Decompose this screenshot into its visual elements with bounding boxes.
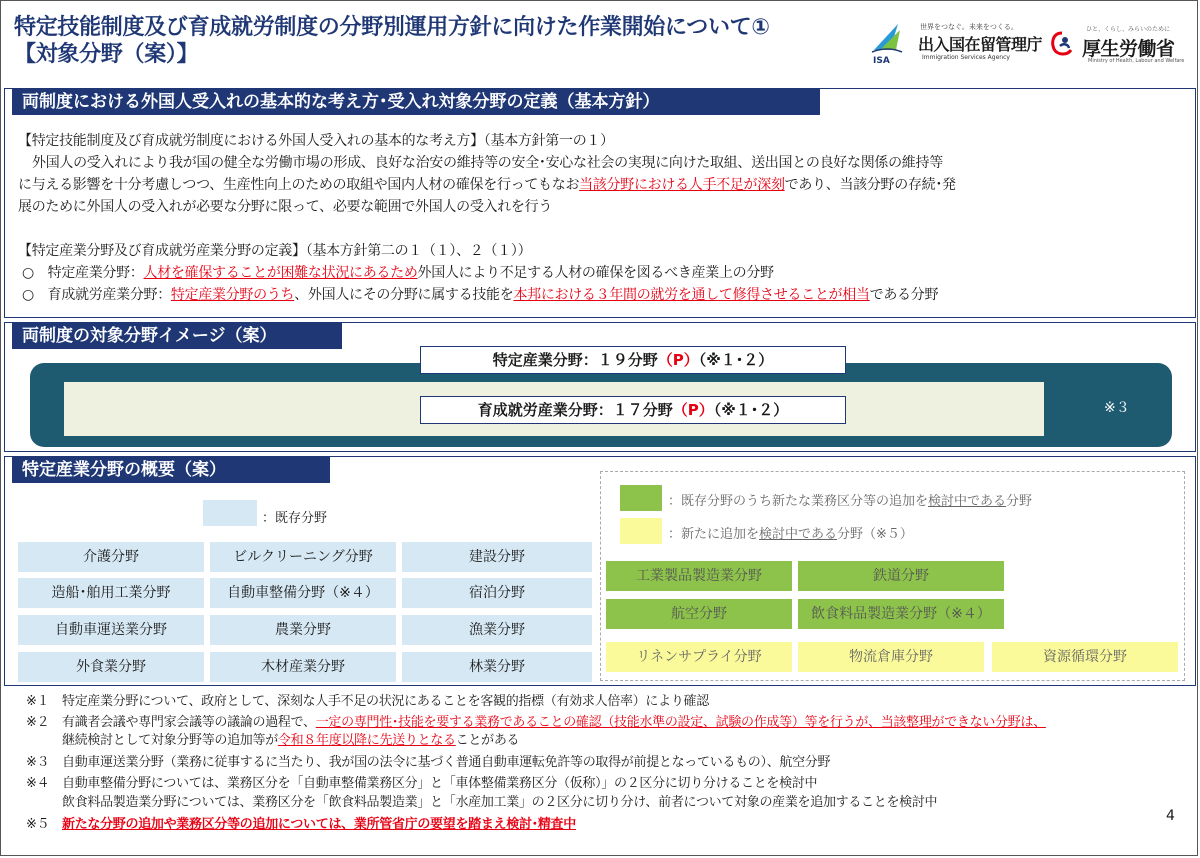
specified-industry-rest: 外国人により不足する人材の確保を図るべき産業上の分野 <box>417 265 774 281</box>
isa-logo <box>870 18 1043 68</box>
footnote-1: ※１ 特定産業分野について、政府として、深刻な人手不足の状況にあることを客観的指標（有効求人倍率）により確認 <box>26 694 709 709</box>
page-title <box>14 14 854 68</box>
field-image-heading: 両制度の対象分野イメージ（案） <box>12 323 342 349</box>
green-legend-swatch <box>620 485 662 511</box>
footnote-4-cont: 飲食料品製造業分野については、業務区分を「飲食料品製造業」と「水産加工業」の２区分に切り分け、前者について対象の産業を追加することを検討中 <box>62 795 938 810</box>
footnote-5 <box>26 816 576 834</box>
training-count-text: 育成就労産業分野：１７分野 <box>477 401 673 419</box>
field-cell-green: 航空分野 <box>606 599 792 629</box>
overview-heading: 特定産業分野の概要（案） <box>12 457 330 483</box>
field-cell-yellow: 物流倉庫分野 <box>798 642 984 672</box>
specified-industry-label: ○ 特定産業分野： <box>22 265 144 281</box>
field-cell-existing: ビルクリーニング分野 <box>210 542 396 572</box>
green-legend-text <box>668 490 1032 509</box>
specified-count-note: （※１･２） <box>698 351 774 369</box>
field-cell-existing: 林業分野 <box>402 652 592 682</box>
field-cell-existing: 造船･舶用工業分野 <box>18 578 204 608</box>
footnote-2 <box>26 714 1046 732</box>
basic-idea-title: 【特定技能制度及び育成就労制度における外国人受入れの基本的な考え方】（基本方針第一の１） <box>18 133 614 149</box>
field-cell-yellow: リネンサプライ分野 <box>606 642 792 672</box>
mhlw-name: 厚生労働省 <box>1082 38 1175 60</box>
mhlw-mark-icon <box>1048 30 1076 58</box>
yellow-legend-u: 検討中である <box>759 527 838 542</box>
footnote-3: ※３ 自動車運送業分野（業務に従事するに当たり、我が国の法令に基づく普通自動車運転免許等の取得が前提となっているもの）、航空分野 <box>26 755 831 770</box>
green-legend-u: 検討中である <box>928 494 1007 509</box>
specified-industry-count-label <box>420 346 846 374</box>
isa-english-name: Immigration Services Agency <box>922 54 1010 61</box>
footnote-2-cont <box>62 732 519 750</box>
field-cell-green: 工業製品製造業分野 <box>606 561 792 591</box>
field-cell-existing: 介護分野 <box>18 542 204 572</box>
basic-idea-line-2-a: に与える影響を十分考慮しつつ、生産性向上のための取組や国内人材の確保を行ってもなお <box>18 177 580 193</box>
footnote-2-e: ことがある <box>455 733 520 748</box>
green-legend-a: ：既存分野のうち新たな業務区分等の追加を <box>668 494 929 509</box>
isa-name: 出入国在留管理庁 <box>918 35 1043 54</box>
mhlw-logo <box>1048 18 1188 68</box>
specified-industry-highlight: 人材を確保することが困難な状況にあるため <box>143 265 418 281</box>
footnote-5-highlight: 新たな分野の追加や業務区分等の追加については、業所管省庁の要望を踏まえ検討･精査中 <box>62 817 576 832</box>
training-count-note: （※１･２） <box>713 401 789 419</box>
field-cell-existing: 外食業分野 <box>18 652 204 682</box>
basic-idea-line-3: 展のために外国人の受入れが必要な分野に限って、必要な範囲で外国人の受入れを行う <box>18 199 553 215</box>
title-line-2: 【対象分野（案）】 <box>14 42 199 67</box>
training-industry-highlight-1: 特定産業分野のうち <box>170 287 295 303</box>
yellow-legend-text <box>668 523 913 542</box>
definition-training-industry <box>22 284 938 306</box>
field-cell-existing: 農業分野 <box>210 615 396 645</box>
basic-idea-line-1: 外国人の受入れにより我が国の健全な労働市場の形成、良好な治安の維持等の安全･安心な社会の実現に向けた取組、送出国との良好な関係の維持等 <box>32 155 943 171</box>
field-cell-existing: 木材産業分野 <box>210 652 396 682</box>
specified-count-p: （P） <box>657 351 699 369</box>
field-cell-existing: 建設分野 <box>402 542 592 572</box>
footnote-2-highlight: 一定の専門性･技能を要する業務であることの確認（技能水準の設定、試験の作成等）等を行うが、当該整理ができない分野は、 <box>315 715 1046 730</box>
training-industry-count-label <box>420 396 846 424</box>
training-industry-label: ○ 育成就労産業分野： <box>22 287 171 303</box>
definition-specified-industry <box>22 262 774 284</box>
training-count-p: （P） <box>672 401 714 419</box>
footnote-4: ※４ 自動車整備分野については、業務区分を「自動車整備業務区分」と「車体整備業務区分（仮称）」の２区分に切り分けることを検討中 <box>26 776 818 791</box>
yellow-legend-swatch <box>620 518 662 544</box>
footnote-2-a: ※２ 有識者会議や専門家会議等の議論の過程で、 <box>26 715 316 730</box>
note-3-marker: ※３ <box>1104 400 1130 416</box>
labor-shortage-highlight: 当該分野における人手不足が深刻 <box>579 177 785 193</box>
mhlw-english-name: Ministry of Health, Labour and Welfare <box>1088 58 1185 64</box>
footnote-2-c: 継続検討として対象分野等の追加等が <box>62 733 278 748</box>
basic-idea-line-2-c: であり、当該分野の存続･発 <box>784 177 956 193</box>
footnote-2-highlight-2: 令和８年度以降に先送りとなる <box>277 733 456 748</box>
existing-field-swatch <box>203 500 257 526</box>
green-legend-end: 分野 <box>1006 494 1033 509</box>
isa-slogan: 世界をつなぐ。未来をつくる。 <box>920 23 1018 31</box>
field-cell-existing: 宿泊分野 <box>402 578 592 608</box>
footnote-5-a: ※５ <box>26 817 62 832</box>
field-cell-existing: 自動車整備分野（※４） <box>210 578 396 608</box>
mhlw-slogan: ひと、くらし、みらいのために <box>1086 26 1171 33</box>
training-industry-highlight-2: 本邦における３年間の就労を通して修得させることが相当 <box>513 287 870 303</box>
existing-field-legend: ：既存分野 <box>262 511 328 526</box>
field-cell-green: 飲食料品製造業分野（※４） <box>798 599 1004 629</box>
isa-mark-icon <box>870 20 904 64</box>
field-cell-yellow: 資源循環分野 <box>992 642 1178 672</box>
basic-policy-heading: 両制度における外国人受入れの基本的な考え方･受入れ対象分野の定義（基本方針） <box>12 89 820 115</box>
isa-mark-text: ISA <box>873 56 890 64</box>
basic-idea-line-2 <box>18 174 956 196</box>
field-cell-existing: 自動車運送業分野 <box>18 615 204 645</box>
yellow-legend-a: ：新たに追加を <box>668 527 760 542</box>
training-industry-mid: 、外国人にその分野に属する技能を <box>294 287 514 303</box>
title-line-1: 特定技能制度及び育成就労制度の分野別運用方針に向けた作業開始について① <box>14 15 770 40</box>
training-industry-end: である分野 <box>869 287 939 303</box>
specified-count-text: 特定産業分野：１９分野 <box>492 351 658 369</box>
definition-title: 【特定産業分野及び育成就労産業分野の定義】（基本方針第二の１（１）、２（１）） <box>18 243 532 259</box>
page-number: 4 <box>1166 808 1175 824</box>
field-cell-green: 鉄道分野 <box>798 561 1004 591</box>
field-cell-existing: 漁業分野 <box>402 615 592 645</box>
yellow-legend-end: 分野（※５） <box>837 527 913 542</box>
